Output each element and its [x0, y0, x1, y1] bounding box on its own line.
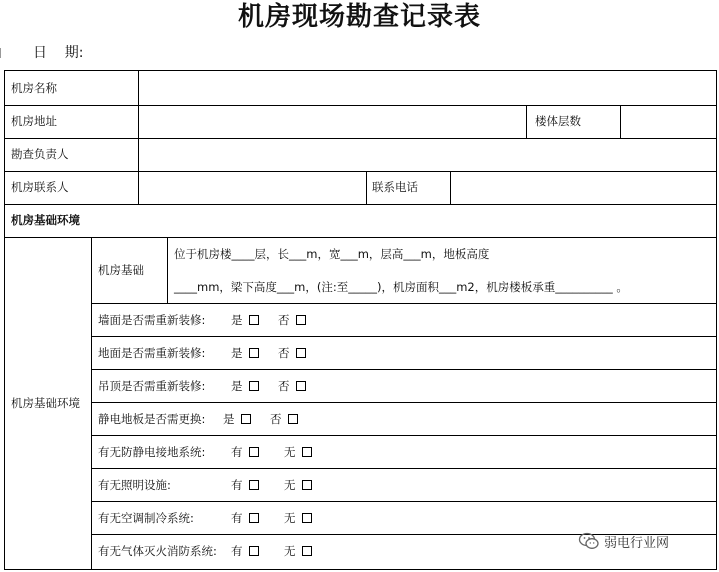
option-no	[284, 510, 312, 526]
checkbox-yes[interactable]	[249, 447, 259, 457]
checkbox-yes[interactable]	[241, 414, 251, 424]
option-no-label: 无	[284, 445, 296, 459]
row-divider	[91, 468, 716, 469]
row-divider	[91, 369, 716, 370]
option-no-label: 否	[278, 346, 290, 360]
option-yes	[231, 312, 259, 328]
option-no-label: 无	[284, 478, 296, 492]
date-label: 日 期:	[33, 45, 84, 61]
checkbox-yes[interactable]	[249, 546, 259, 556]
option-yes-label: 是	[223, 412, 235, 426]
option-no	[284, 543, 312, 559]
checkbox-no[interactable]	[302, 546, 312, 556]
option-no-label: 否	[270, 412, 282, 426]
row-divider	[5, 171, 716, 172]
watermark	[578, 529, 669, 553]
row-divider	[5, 138, 716, 139]
checklist-item-label: 静电地板是否需更换:	[98, 412, 206, 426]
room-address-label: 机房地址	[11, 114, 57, 128]
wechat-icon	[578, 532, 600, 550]
checkbox-yes[interactable]	[249, 315, 259, 325]
col-divider	[91, 237, 92, 569]
col-divider	[366, 171, 367, 204]
row-divider	[91, 336, 716, 337]
option-yes	[223, 411, 251, 427]
option-yes	[231, 510, 259, 526]
option-no	[278, 312, 306, 328]
checkbox-yes[interactable]	[249, 513, 259, 523]
margin-marker	[0, 48, 4, 58]
checklist-item-label: 有无照明设施:	[98, 478, 171, 492]
checkbox-yes[interactable]	[249, 381, 259, 391]
option-yes-label: 是	[231, 313, 243, 327]
col-divider	[620, 105, 621, 138]
foundation-label: 机房基础	[98, 263, 144, 277]
checkbox-no[interactable]	[288, 414, 298, 424]
col-divider	[167, 237, 168, 303]
option-no	[278, 378, 306, 394]
option-yes	[231, 345, 259, 361]
foundation-text-line1: 位于机房楼____层，长___m，宽___m，层高___m，地板高度	[174, 247, 490, 261]
option-yes-label: 有	[231, 478, 243, 492]
option-yes-label: 有	[231, 544, 243, 558]
page-title: 机房现场勘查记录表	[237, 2, 481, 32]
checkbox-yes[interactable]	[249, 348, 259, 358]
option-no-label: 无	[284, 511, 296, 525]
checklist-item-label: 吊顶是否需重新装修:	[98, 379, 206, 393]
checkbox-no[interactable]	[302, 513, 312, 523]
option-yes-label: 有	[231, 511, 243, 525]
checklist-item-label: 有无气体灭火消防系统:	[98, 544, 217, 558]
watermark-text: 弱电行业网	[604, 535, 670, 551]
checkbox-no[interactable]	[302, 480, 312, 490]
row-divider	[91, 501, 716, 502]
checkbox-no[interactable]	[302, 447, 312, 457]
row-divider	[5, 237, 716, 238]
option-no-label: 无	[284, 544, 296, 558]
option-yes	[231, 477, 259, 493]
checkbox-no[interactable]	[296, 381, 306, 391]
env-group-label: 机房基础环境	[11, 396, 80, 410]
room-name-label: 机房名称	[11, 81, 57, 95]
checklist-item-label: 地面是否需重新装修:	[98, 346, 206, 360]
option-no	[284, 477, 312, 493]
option-yes-label: 是	[231, 379, 243, 393]
section-header: 机房基础环境	[11, 213, 80, 227]
option-yes	[231, 543, 259, 559]
checkbox-no[interactable]	[296, 348, 306, 358]
checklist-item-label: 墙面是否需重新装修:	[98, 313, 206, 327]
checklist-item-label: 有无空调制冷系统:	[98, 511, 194, 525]
checkbox-no[interactable]	[296, 315, 306, 325]
col-divider	[450, 171, 451, 204]
row-divider	[91, 402, 716, 403]
option-no	[284, 444, 312, 460]
option-no	[270, 411, 298, 427]
option-no	[278, 345, 306, 361]
checklist-item-label: 有无防静电接地系统:	[98, 445, 206, 459]
floors-label: 楼体层数	[535, 114, 581, 128]
phone-label: 联系电话	[372, 180, 418, 194]
row-divider	[5, 105, 716, 106]
col-divider	[138, 71, 139, 204]
row-divider	[91, 303, 716, 304]
option-yes	[231, 378, 259, 394]
survey-lead-label: 勘查负责人	[11, 147, 69, 161]
col-divider	[526, 105, 527, 138]
option-yes-label: 有	[231, 445, 243, 459]
checkbox-yes[interactable]	[249, 480, 259, 490]
foundation-text-line2: ____mm，梁下高度___m，(注:至_____)，机房面积___m2，机房楼板承重__________ 。	[174, 280, 628, 294]
survey-table	[4, 70, 717, 570]
option-no-label: 否	[278, 379, 290, 393]
option-yes	[231, 444, 259, 460]
row-divider	[5, 204, 716, 205]
option-no-label: 否	[278, 313, 290, 327]
row-divider	[91, 435, 716, 436]
room-contact-label: 机房联系人	[11, 180, 69, 194]
option-yes-label: 是	[231, 346, 243, 360]
